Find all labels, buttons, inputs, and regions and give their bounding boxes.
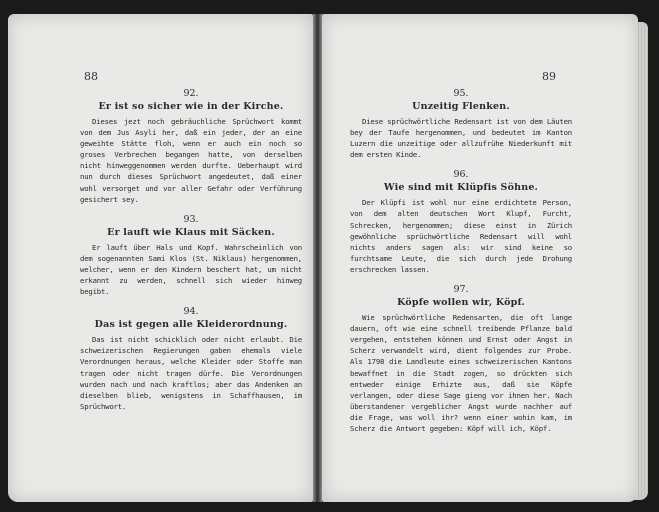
entry-95 [350,88,572,160]
entry-text: Das ist nicht schicklich oder nicht erlaubt. Die schweizerischen Regierungen gaben ehemals viele Verordnungen heraus, welche Kleider oder Stoffe man tragen oder nicht tragen dürfe. Die Verordnungen wurden nach und nach kraftlos; aber das Andenken an dieselben blieb, wenigstens in Schaffhausen, im Sprüchwort. [80,335,302,411]
entry-96 [350,169,572,275]
entry-title: Unzeitig Flenken. [412,101,510,112]
page-number-left: 88 [84,70,98,83]
entry-94 [80,306,302,412]
entry-text: Dieses jezt noch gebräuchliche Sprüchwort kommt von dem Jus Asyli her, daß ein jeder, der an eine geweihte Stätte floh, wenn er auch ein noch so groses Verbrechen begangen hatte, von derselben nicht hinweggenommen werden durfte. Ueberhaupt wird nun durch dieses Sprüchwort angedeutet, daß einer wohl versorget und vor aller Gefahr oder Verführung gesichert sey. [80,117,302,204]
entry-92 [80,88,302,205]
page-number-right: 89 [542,70,556,83]
entry-title: Wie sind mit Klüpfis Söhne. [383,182,539,194]
entry-number: 97. [453,284,469,296]
entry-text: Er lauft über Hals und Kopf. Wahrscheinlich von dem sogenannten Sami Klos (St. Niklaus) hergenommen, welcher, wenn er den Kindern beschert hat, um nicht erkannt zu werden, schnell sich wieder hinweg begibt. [80,242,302,297]
book-gutter [313,14,322,502]
right-page [322,14,638,502]
entry-text: Diese sprüchwörtliche Redensart ist von dem Läuten bey der Taufe hergenommen, und bedeutet im Kanton Luzern die unzeitige oder allzufrühe Niederkunft mit dem ersten Kinde. [350,117,572,160]
entry-number: 93. [183,213,199,225]
entry-title: Das ist gegen alle Kleiderordnung. [94,319,288,331]
entry-title: Er ist so sicher wie in der Kirche. [98,101,284,112]
entry-number: 94. [183,306,199,318]
entry-number: 92. [183,88,199,99]
entry-97 [350,284,572,434]
left-page [8,14,313,502]
entry-title: Er lauft wie Klaus mit Säcken. [107,226,275,238]
entry-title: Köpfe wollen wir, Köpf. [397,297,525,309]
entry-93 [80,214,302,297]
right-page-content [350,88,572,443]
entry-text: Der Klüpfi ist wohl nur eine erdichtete Person, von dem alten deutschen Wort Klupf, Furcht, Schrecken, hergenommen; diese einst in Zürich gewöhnliche sprüchwörtliche Redensart will wohl nichts anders sagen als: wir sind keine so furchtsame Leute, die sich durch jede Drohung erschrecken lassen. [350,198,572,274]
left-page-content [80,88,302,421]
entry-text: Wie sprüchwörtliche Redensarten, die oft lange dauern, oft wie eine schnell treibende Pflanze bald vergehen, entstehen können und Ernst oder Angst in Scherz verwandelt wird, dient folgendes zur Probe. Als 1798 die Landleute eines schweizerischen Kantons bewaffnet in die Stadt zogen, so drückten sich entweder einige Erhizte aus, daß sie Köpfe verlangen, oder diese Sage gieng vor ihnen her. Nach überstandener vergeblicher Angst wurde nachher auf die Frage, was woll ihr? wenn einer wohin kam, im Scherz die Antwort gegeben: Köpf will ich, Köpf. [350,313,572,433]
entry-number: 95. [453,88,469,99]
entry-number: 96. [453,169,469,181]
